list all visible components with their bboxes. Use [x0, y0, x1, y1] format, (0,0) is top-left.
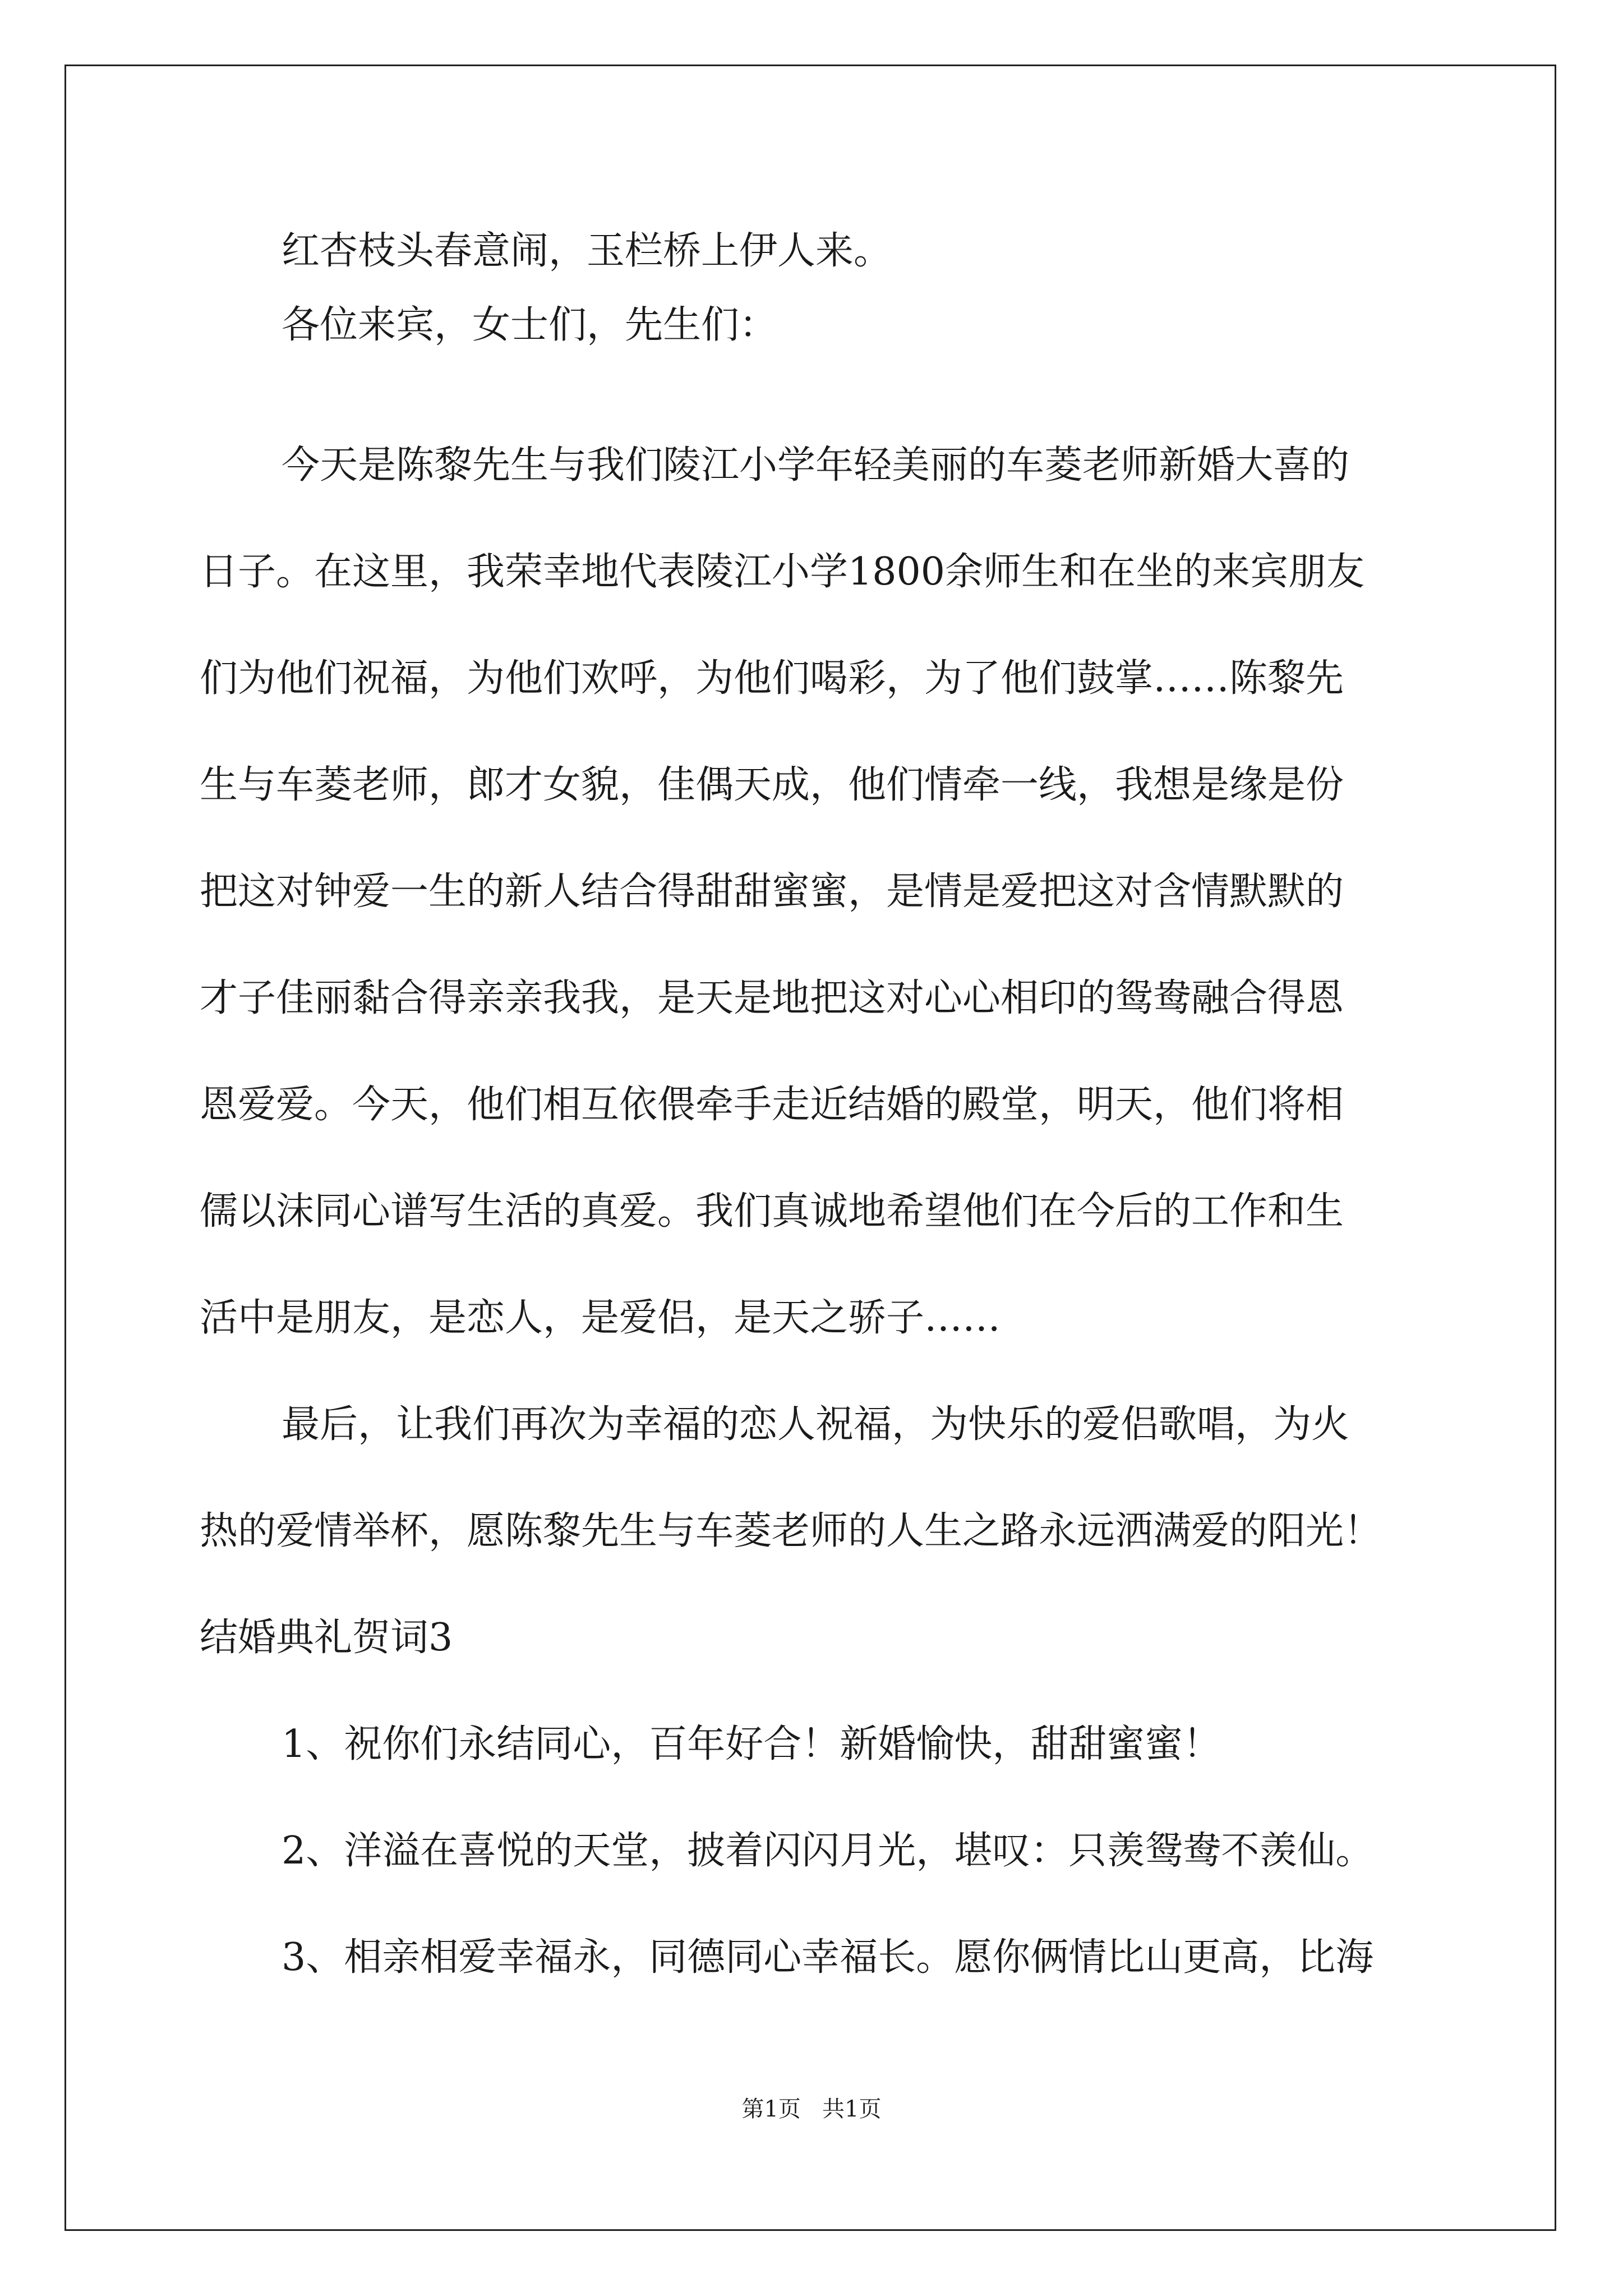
paragraph-line: 日子。在这里，我荣幸地代表陵江小学1800余师生和在坐的来宾朋友 [200, 550, 1365, 594]
paragraph-line: 今天是陈黎先生与我们陵江小学年轻美丽的车菱老师新婚大喜的 [282, 443, 1350, 487]
section-heading: 结婚典礼贺词3 [200, 1616, 453, 1660]
page-footer: 第1页 共1页 [741, 2096, 882, 2122]
paragraph-line: 恩爱爱。今天，他们相互依偎牵手走近结婚的殿堂，明天，他们将相 [200, 1083, 1344, 1127]
paragraph-line: 才子佳丽黏合得亲亲我我，是天是地把这对心心相印的鸳鸯融合得恩 [200, 976, 1344, 1020]
paragraph-line: 活中是朋友，是恋人，是爱侣，是天之骄子…… [200, 1296, 1001, 1340]
list-item: 3、相亲相爱幸福永，同德同心幸福长。愿你俩情比山更高，比海 [282, 1935, 1374, 1980]
paragraph-line: 最后，让我们再次为幸福的恋人祝福，为快乐的爱侣歌唱，为火 [282, 1402, 1350, 1447]
paragraph-line: 儒以沫同心谱写生活的真爱。我们真诚地希望他们在今后的工作和生 [200, 1189, 1344, 1234]
paragraph-line: 们为他们祝福，为他们欢呼，为他们喝彩，为了他们鼓掌……陈黎先 [200, 656, 1344, 701]
paragraph-line: 热的爱情举杯，愿陈黎先生与车菱老师的人生之路永远洒满爱的阳光！ [200, 1509, 1382, 1553]
paragraph-line: 生与车菱老师，郎才女貌，佳偶天成，他们情牵一线，我想是缘是份 [200, 763, 1344, 807]
list-item: 2、洋溢在喜悦的天堂，披着闪闪月光，堪叹：只羡鸳鸯不羡仙。 [282, 1829, 1374, 1873]
paragraph-line: 各位来宾，女士们，先生们： [282, 303, 778, 347]
paragraph-line: 红杏枝头春意闹，玉栏桥上伊人来。 [282, 229, 892, 273]
page-border [64, 65, 1556, 2231]
paragraph-line: 把这对钟爱一生的新人结合得甜甜蜜蜜，是情是爱把这对含情默默的 [200, 869, 1344, 914]
list-item: 1、祝你们永结同心，百年好合！新婚愉快，甜甜蜜蜜！ [282, 1722, 1221, 1766]
